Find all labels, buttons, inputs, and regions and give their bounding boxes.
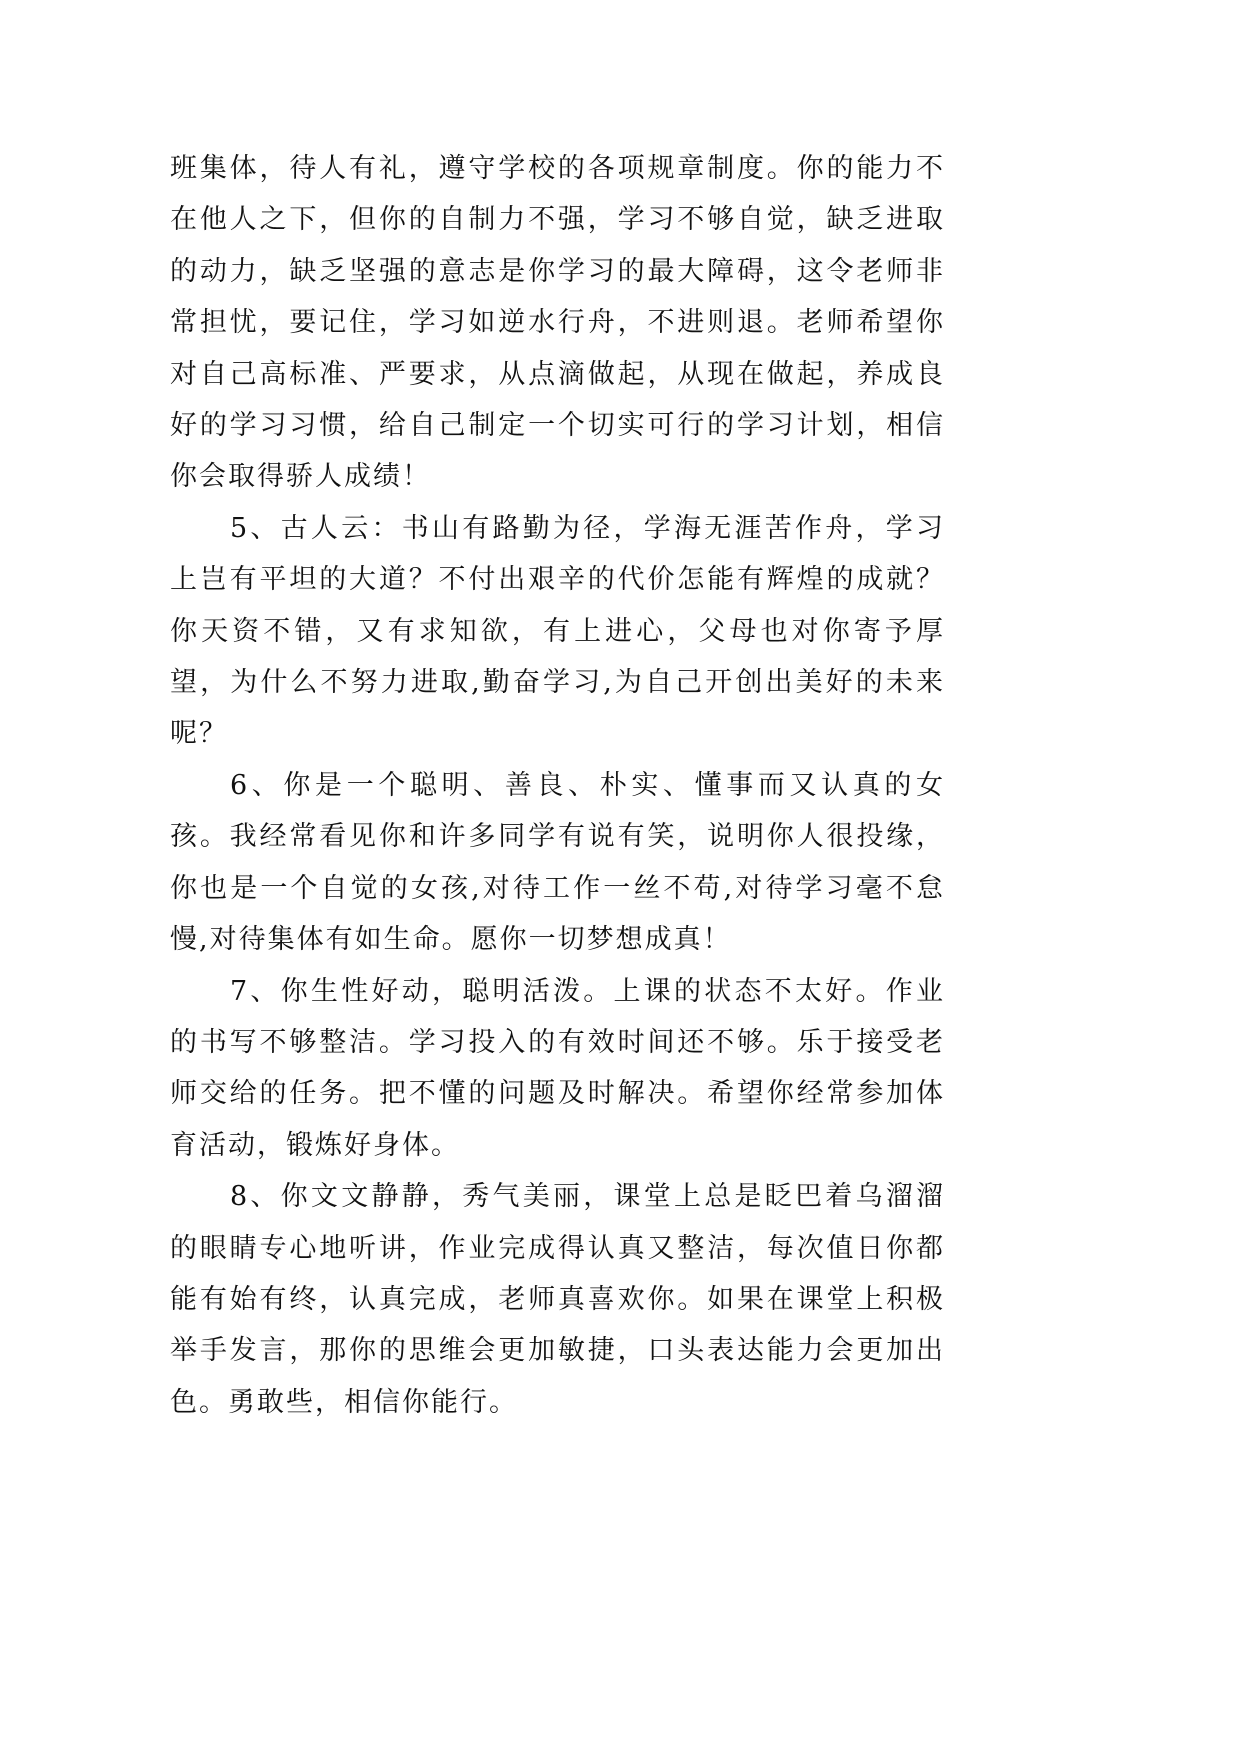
paragraph-5: 5、古人云：书山有路勤为径，学海无涯苦作舟，学习上岂有平坦的大道？不付出艰辛的代价怎能有辉煌的成就？你天资不错，又有求知欲，有上进心，父母也对你寄予厚望，为什么不努力进取,勤奋学习,为自己开创出美好的未来呢？ [170, 512, 945, 750]
paragraph-continuation: 班集体，待人有礼，遵守学校的各项规章制度。你的能力不在他人之下，但你的自制力不强，学习不够自觉，缺乏进取的动力，缺乏坚强的意志是你学习的最大障碍，这令老师非常担忧，要记住，学习如逆水行舟，不进则退。老师希望你对自己高标准、严要求，从点滴做起，从现在做起，养成良好的学习习惯，给自己制定一个切实可行的学习计划，相信你会取得骄人成绩！ [170, 153, 945, 493]
paragraph-7: 7、你生性好动，聪明活泼。上课的状态不太好。作业的书写不够整洁。学习投入的有效时间还不够。乐于接受老师交给的任务。把不懂的问题及时解决。希望你经常参加体育活动，锻炼好身体。 [170, 975, 945, 1161]
paragraph-8: 8、你文文静静，秀气美丽，课堂上总是眨巴着乌溜溜的眼睛专心地听讲，作业完成得认真又整洁，每次值日你都能有始有终，认真完成，老师真喜欢你。如果在课堂上积极举手发言，那你的思维会更加敏捷，口头表达能力会更加出色。勇敢些，相信你能行。 [170, 1181, 945, 1418]
paragraph-6: 6、你是一个聪明、善良、朴实、懂事而又认真的女孩。我经常看见你和许多同学有说有笑，说明你人很投缘，你也是一个自觉的女孩,对待工作一丝不苟,对待学习毫不怠慢,对待集体有如生命。愿你一切梦想成真！ [170, 769, 945, 956]
document-body [170, 143, 945, 1428]
